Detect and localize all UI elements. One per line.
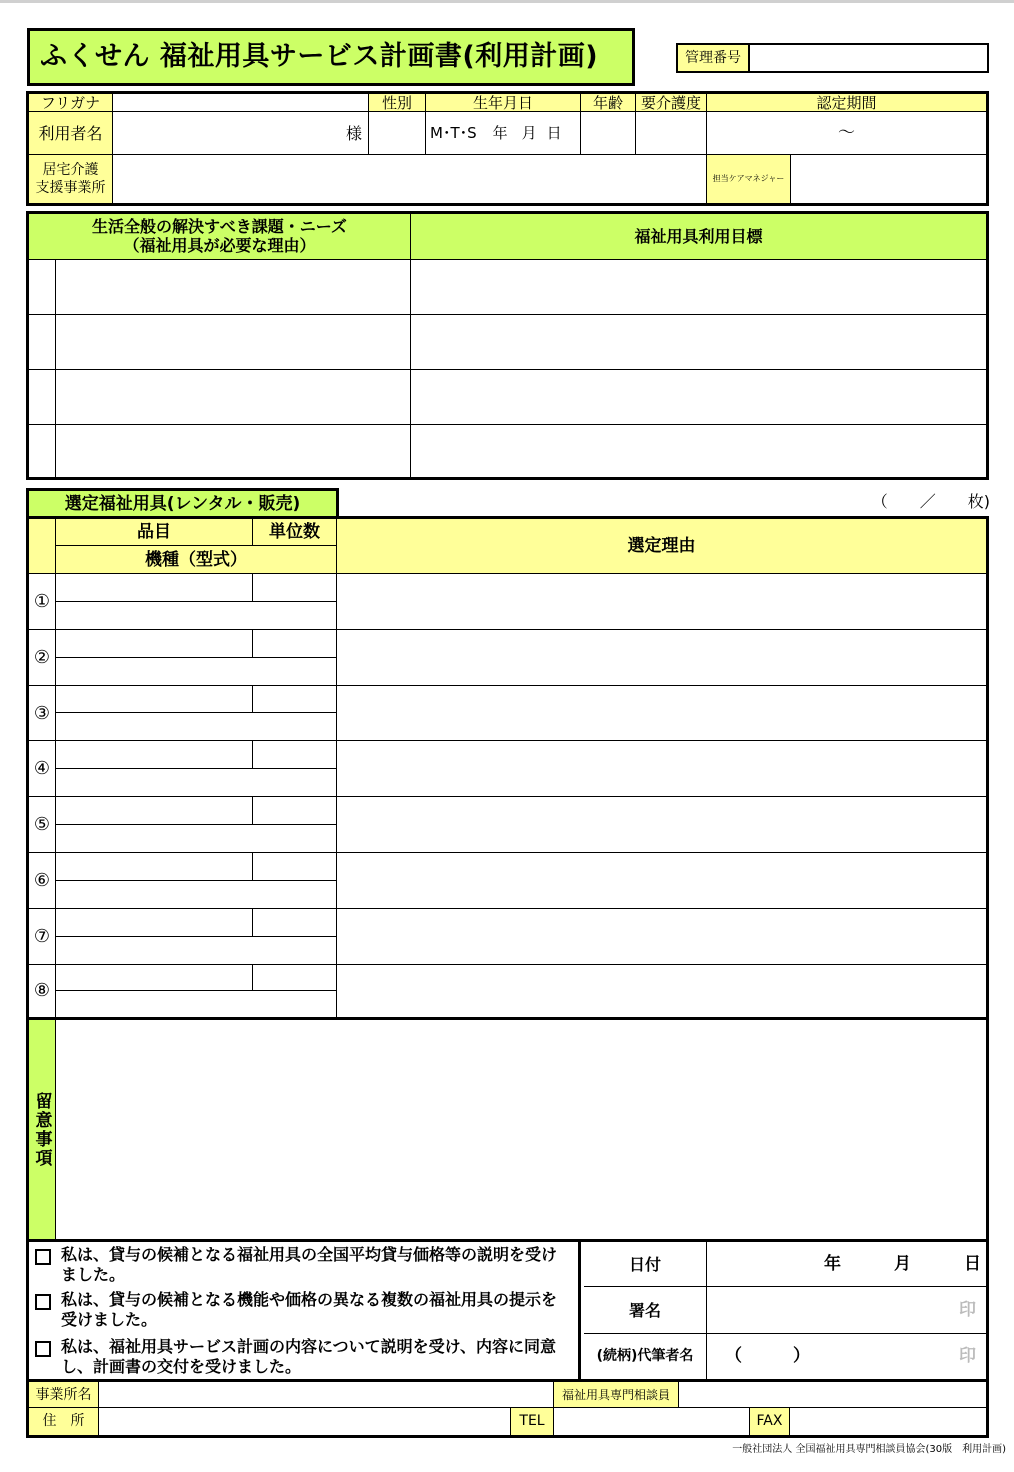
unit-field[interactable] <box>253 574 337 602</box>
row-number: ⑦ <box>29 909 56 965</box>
office-name-field[interactable] <box>99 1382 554 1408</box>
row-number: ⑥ <box>29 853 56 909</box>
consent-text-2: 私は、貸与の候補となる機能や価格の異なる複数の福祉用具の提示を受けました。 <box>61 1290 558 1329</box>
model-field[interactable] <box>56 658 337 686</box>
care-manager-field[interactable] <box>791 155 986 203</box>
notes-label: 留意事項 <box>31 1091 52 1168</box>
unit-field[interactable] <box>253 741 337 769</box>
needs-row-marker <box>29 425 56 477</box>
office-name-label: 事業所名 <box>29 1382 99 1408</box>
unit-field[interactable] <box>253 853 337 881</box>
consultant-field[interactable] <box>679 1382 986 1408</box>
date-day: 日 <box>964 1254 981 1274</box>
needs-header-line1: 生活全般の解決すべき課題・ニーズ <box>92 217 347 236</box>
furigana-field[interactable] <box>113 94 369 112</box>
item-field[interactable] <box>56 853 253 881</box>
signature-seal: 印 <box>959 1300 976 1320</box>
model-header: 機種（型式） <box>56 546 337 574</box>
era-options: M･T･S <box>430 124 477 142</box>
model-field[interactable] <box>56 769 337 797</box>
item-field[interactable] <box>56 686 253 713</box>
age-field[interactable] <box>581 112 636 155</box>
month-unit: 月 <box>521 124 537 142</box>
date-field[interactable] <box>707 1242 986 1287</box>
unit-field[interactable] <box>253 686 337 713</box>
care-office-label-line2: 支援事業所 <box>35 180 106 196</box>
consent-text-3: 私は、福祉用具サービス計画の内容について説明を受け、内容に同意し、計画書の交付を受けました。 <box>61 1337 557 1376</box>
row-number: ④ <box>29 741 56 797</box>
model-field[interactable] <box>56 881 337 909</box>
consent-item-1[interactable] <box>29 1242 578 1287</box>
needs-row-marker <box>29 370 56 425</box>
care-manager-label: 担当ケアマネジャー <box>707 155 791 203</box>
model-field[interactable] <box>56 602 337 630</box>
checkbox-3[interactable] <box>35 1341 51 1357</box>
notes-block <box>26 1017 989 1242</box>
row-number: ⑤ <box>29 797 56 853</box>
checkbox-2[interactable] <box>35 1294 51 1310</box>
row-number: ⑧ <box>29 965 56 1017</box>
care-office-label-line1: 居宅介護 <box>42 162 99 178</box>
honorific: 様 <box>345 124 362 143</box>
reason-field[interactable] <box>337 630 986 686</box>
gender-field[interactable] <box>369 112 426 155</box>
gender-label: 性別 <box>369 94 426 112</box>
date-month: 月 <box>894 1254 911 1274</box>
needs-header-line2: （福祉用具が必要な理由） <box>123 236 316 255</box>
row-number: ③ <box>29 686 56 741</box>
model-field[interactable] <box>56 713 337 741</box>
care-level-label: 要介護度 <box>636 94 707 112</box>
unit-field[interactable] <box>253 797 337 825</box>
goal-field[interactable] <box>411 425 986 477</box>
care-level-field[interactable] <box>636 112 707 155</box>
reason-field[interactable] <box>337 574 986 630</box>
item-field[interactable] <box>56 909 253 937</box>
selected-equipment-title: 選定福祉用具(レンタル・販売) <box>26 488 339 518</box>
consent-block <box>26 1239 989 1382</box>
period-separator: ～ <box>838 123 855 143</box>
reason-field[interactable] <box>337 797 986 853</box>
needs-field[interactable] <box>56 425 411 477</box>
model-field[interactable] <box>56 937 337 965</box>
office-block <box>26 1379 989 1438</box>
item-field[interactable] <box>56 574 253 602</box>
date-year: 年 <box>824 1254 841 1274</box>
reason-field[interactable] <box>337 853 986 909</box>
reason-field[interactable] <box>337 965 986 1017</box>
tel-label: TEL <box>511 1408 554 1435</box>
user-name-field[interactable] <box>113 112 369 155</box>
unit-field[interactable] <box>253 965 337 991</box>
notes-label-cell <box>29 1020 56 1239</box>
age-label: 年齢 <box>581 94 636 112</box>
cert-period-field[interactable] <box>707 112 986 155</box>
needs-goals-block <box>26 211 989 480</box>
reason-header: 選定理由 <box>337 519 986 574</box>
consultant-label: 福祉用具専門相談員 <box>554 1382 679 1408</box>
unit-header: 単位数 <box>253 519 337 546</box>
goal-header: 福祉用具利用目標 <box>411 214 986 260</box>
furigana-label: フリガナ <box>29 94 113 112</box>
footer-credit: 一般社団法人 全国福祉用具専門相談員協会(30版 利用計画) <box>732 1444 1006 1455</box>
needs-field[interactable] <box>56 370 411 425</box>
management-number-label: 管理番号 <box>678 45 750 71</box>
management-number-box <box>676 43 989 73</box>
item-header: 品目 <box>56 519 253 546</box>
fax-field[interactable] <box>790 1408 986 1435</box>
needs-row-marker <box>29 260 56 315</box>
document-title: ふくせん 福祉用具サービス計画書(利用計画) <box>27 28 635 86</box>
page-count: （ ／ 枚) <box>871 492 990 511</box>
proxy-label: (続柄)代筆者名 <box>584 1334 707 1379</box>
signature-label: 署名 <box>584 1287 707 1334</box>
unit-field[interactable] <box>253 630 337 658</box>
consent-text-1: 私は、貸与の候補となる福祉用具の全国平均貸与価格等の説明を受けました。 <box>61 1245 558 1284</box>
consent-statements <box>29 1242 581 1379</box>
selected-equipment-block <box>26 516 989 1020</box>
number-header <box>29 519 56 574</box>
management-number-field[interactable] <box>750 45 987 71</box>
care-office-field[interactable] <box>113 155 707 203</box>
unit-field[interactable] <box>253 909 337 937</box>
consent-item-3[interactable] <box>29 1334 578 1379</box>
consent-item-2[interactable] <box>29 1287 578 1334</box>
row-number: ② <box>29 630 56 686</box>
birthdate-field[interactable] <box>426 112 581 155</box>
item-field[interactable] <box>56 797 253 825</box>
item-field[interactable] <box>56 965 253 991</box>
proxy-field[interactable] <box>707 1334 986 1379</box>
model-field[interactable] <box>56 825 337 853</box>
day-unit: 日 <box>546 124 562 142</box>
proxy-seal: 印 <box>959 1346 976 1366</box>
fax-label: FAX <box>750 1408 790 1435</box>
goal-field[interactable] <box>411 315 986 370</box>
address-field[interactable] <box>99 1408 511 1435</box>
needs-field[interactable] <box>56 260 411 315</box>
reason-field[interactable] <box>337 909 986 965</box>
model-field[interactable] <box>56 991 337 1017</box>
checkbox-1[interactable] <box>35 1249 51 1265</box>
cert-period-label: 認定期間 <box>707 94 986 112</box>
reason-field[interactable] <box>337 686 986 741</box>
row-number: ① <box>29 574 56 630</box>
tel-field[interactable] <box>554 1408 750 1435</box>
year-unit: 年 <box>492 124 508 142</box>
user-info-block <box>26 91 989 206</box>
item-field[interactable] <box>56 630 253 658</box>
needs-row-marker <box>29 315 56 370</box>
care-office-label <box>29 155 113 203</box>
item-field[interactable] <box>56 741 253 769</box>
birthdate-label: 生年月日 <box>426 94 581 112</box>
signature-field[interactable] <box>707 1287 986 1334</box>
goal-field[interactable] <box>411 370 986 425</box>
proxy-paren: （ ） <box>725 1346 810 1366</box>
reason-field[interactable] <box>337 741 986 797</box>
needs-field[interactable] <box>56 315 411 370</box>
notes-field[interactable] <box>56 1020 986 1239</box>
date-label: 日付 <box>584 1242 707 1287</box>
address-label: 住 所 <box>29 1408 99 1435</box>
needs-header <box>29 214 411 260</box>
goal-field[interactable] <box>411 260 986 315</box>
user-name-label: 利用者名 <box>29 112 113 155</box>
top-border <box>0 0 1014 3</box>
